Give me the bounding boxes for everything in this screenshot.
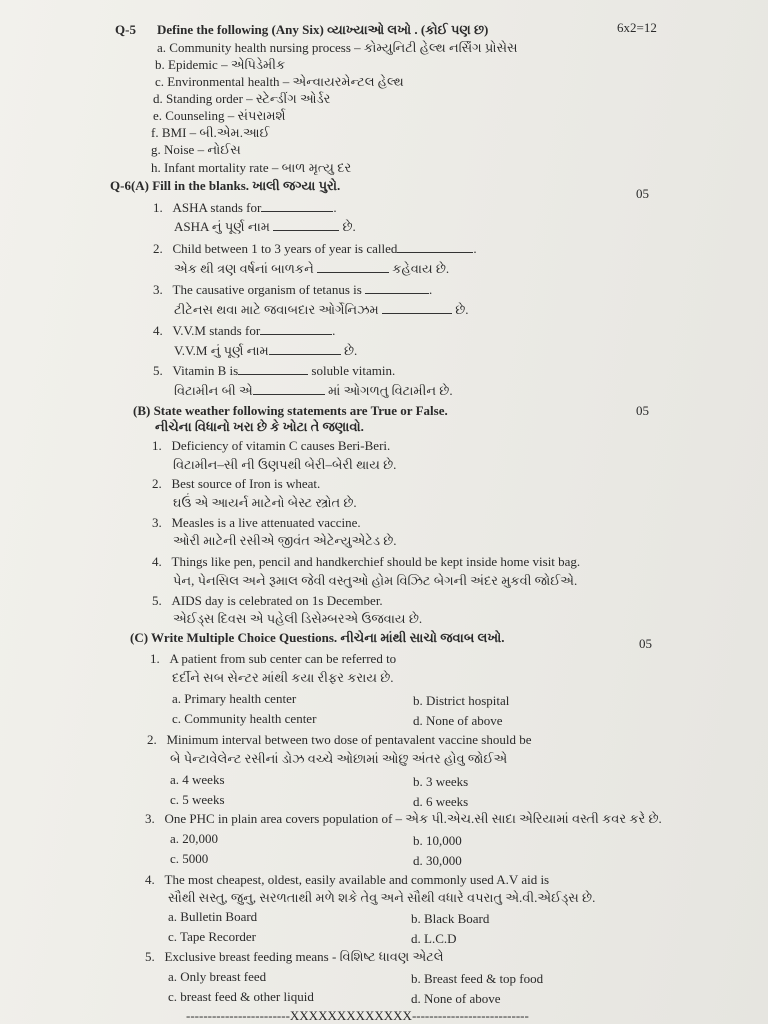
q5-item: e. Counseling – સંપરામર્શ xyxy=(153,108,286,123)
mcq-option: c. Tape Recorder xyxy=(168,929,256,944)
fill-item-2-gu: એક થી ત્રણ વર્ષનાં બાળકને કહેવાય છે. xyxy=(174,261,450,276)
q5-item: g. Noise – નોઈસ xyxy=(151,142,241,157)
mcq-option: d. None of above xyxy=(411,991,501,1006)
q6a-heading: Q-6(A) Fill in the blanks. ખાલી જગ્યા પુરો. xyxy=(110,178,341,193)
fill-item-4: 4. V.V.M stands for . xyxy=(153,323,336,338)
mcq-option: a. 4 weeks xyxy=(170,772,225,787)
fill-item-4-gu: V.V.M નું પૂર્ણ નામ છે. xyxy=(174,343,358,358)
mcq-option: b. 3 weeks xyxy=(413,774,469,789)
mcq-1-gu: દર્દીને સબ સેન્ટર માંથી કયા રીફર કરાય છે. xyxy=(172,670,394,685)
q5-item: d. Standing order – સ્ટેન્ડીંગ ઓર્ડર xyxy=(153,91,331,106)
mcq-option: d. None of above xyxy=(413,713,503,728)
q6b-marks: 05 xyxy=(636,403,649,418)
mcq-option: c. breast feed & other liquid xyxy=(168,989,314,1004)
q5-marks: 6x2=12 xyxy=(617,20,657,35)
tf-item-4-gu: પેન, પેનસિલ અને રૂમાલ જેવી વસ્તુઓ હોમ વિઝિટ બેગની અંદર મુકવી જોઈએ. xyxy=(173,573,578,588)
q6a-marks: 05 xyxy=(636,186,649,201)
mcq-option: b. 10,000 xyxy=(413,833,462,848)
tf-item-3-gu: ઓરી માટેની રસીએ જીવંત એટેન્યુએટેડ છે. xyxy=(173,533,397,548)
q5-item: f. BMI – બી.એમ.આઈ xyxy=(151,125,270,140)
tf-item-1-gu: વિટામીન–સી ની ઉણપથી બેરી–બેરી થાય છે. xyxy=(173,457,397,472)
q5-item: b. Epidemic – એપિડેમીક xyxy=(155,57,286,72)
fill-item-5-gu: વિટામીન બી એ માં ઓગળતુ વિટામીન છે. xyxy=(174,383,453,398)
q5-heading: Define the following (Any Six) વ્યાખ્યાઓ લખો . (કોઈ પણ છ) xyxy=(157,22,489,37)
mcq-4-gu: સૌથી સસ્તુ, જુનુ, સરળતાથી મળે શકે તેવુ અને સૌથી વધારે વપરાતુ એ.વી.એઈડ્સ છે. xyxy=(168,890,596,905)
tf-item-3: 3. Measles is a live attenuated vaccine. xyxy=(152,515,361,530)
mcq-option: d. L.C.D xyxy=(411,931,457,946)
mcq-option: c. Community health center xyxy=(172,711,317,726)
mcq-option: b. Black Board xyxy=(411,911,490,926)
q5-item: a. Community health nursing process – કોમ્યુનિટી હેલ્થ નર્સિંગ પ્રોસેસ xyxy=(157,40,518,55)
fill-item-1-gu: ASHA નું પૂર્ણ નામ છે. xyxy=(174,219,356,234)
mcq-option: a. Bulletin Board xyxy=(168,909,258,924)
tf-item-4: 4. Things like pen, pencil and handkerchief should be kept inside home visit bag. xyxy=(152,554,581,569)
fill-item-1: 1. ASHA stands for . xyxy=(153,200,337,215)
mcq-2: 2. Minimum interval between two dose of pentavalent vaccine should be xyxy=(147,732,532,747)
mcq-option: b. Breast feed & top food xyxy=(411,971,544,986)
mcq-5: 5. Exclusive breast feeding means - વિશિષ્ટ ધાવણ એટલે xyxy=(145,949,444,964)
mcq-2-gu: બે પેન્ટાવેલેન્ટ રસીનાં ડોઝ વચ્ચે ઓછામાં ઓછુ અંતર હોવુ જોઈએ xyxy=(170,751,508,766)
mcq-option: a. Primary health center xyxy=(172,691,297,706)
mcq-1: 1. A patient from sub center can be referred to xyxy=(150,651,397,666)
q6c-heading: (C) Write Multiple Choice Questions. નીચેના માંથી સાચો જવાબ લખો. xyxy=(130,630,505,645)
mcq-3: 3. One PHC in plain area covers population of – એક પી.એચ.સી સાદા એરિયામાં વસ્તી કવર કરે છે. xyxy=(145,811,662,826)
fill-item-3: 3. The causative organism of tetanus is . xyxy=(153,282,433,297)
q5-item: h. Infant mortality rate – બાળ મૃત્યુ દર xyxy=(151,160,352,175)
tf-item-5: 5. AIDS day is celebrated on 1s December. xyxy=(152,593,383,608)
end-of-paper-line: ------------------------XXXXXXXXXXXXX--------------------------- xyxy=(186,1008,529,1023)
tf-item-2: 2. Best source of Iron is wheat. xyxy=(152,476,321,491)
q5-item: c. Environmental health – એન્વાયરમેન્ટલ હેલ્થ xyxy=(155,74,404,89)
tf-item-1: 1. Deficiency of vitamin C causes Beri-Beri. xyxy=(152,438,391,453)
tf-item-5-gu: એઈડ્સ દિવસ એ પહેલી ડિસેમ્બરએ ઉજવાય છે. xyxy=(173,611,423,626)
q5-number: Q-5 xyxy=(115,22,136,37)
mcq-option: b. District hospital xyxy=(413,693,510,708)
q6b-heading-gu: નીચેના વિધાનો ખરા છે કે ખોટા તે જણાવો. xyxy=(155,419,364,434)
tf-item-2-gu: ઘઉં એ આયર્ન માટેનો બેસ્ટ સ્ત્રોત છે. xyxy=(173,495,357,510)
mcq-option: d. 30,000 xyxy=(413,853,462,868)
mcq-option: a. 20,000 xyxy=(170,831,219,846)
fill-item-5: 5. Vitamin B is soluble vitamin. xyxy=(153,363,396,378)
mcq-option: a. Only breast feed xyxy=(168,969,267,984)
mcq-option: c. 5 weeks xyxy=(170,792,225,807)
mcq-option: d. 6 weeks xyxy=(413,794,469,809)
fill-item-3-gu: ટીટેનસ થવા માટે જવાબદાર ઓર્ગેનિઝમ છે. xyxy=(174,302,469,317)
fill-item-2: 2. Child between 1 to 3 years of year is called . xyxy=(153,241,477,256)
q6c-marks: 05 xyxy=(639,636,652,651)
mcq-4: 4. The most cheapest, oldest, easily available and commonly used A.V aid is xyxy=(145,872,550,887)
mcq-option: c. 5000 xyxy=(170,851,209,866)
q6b-heading: (B) State weather following statements are True or False. xyxy=(133,403,448,418)
